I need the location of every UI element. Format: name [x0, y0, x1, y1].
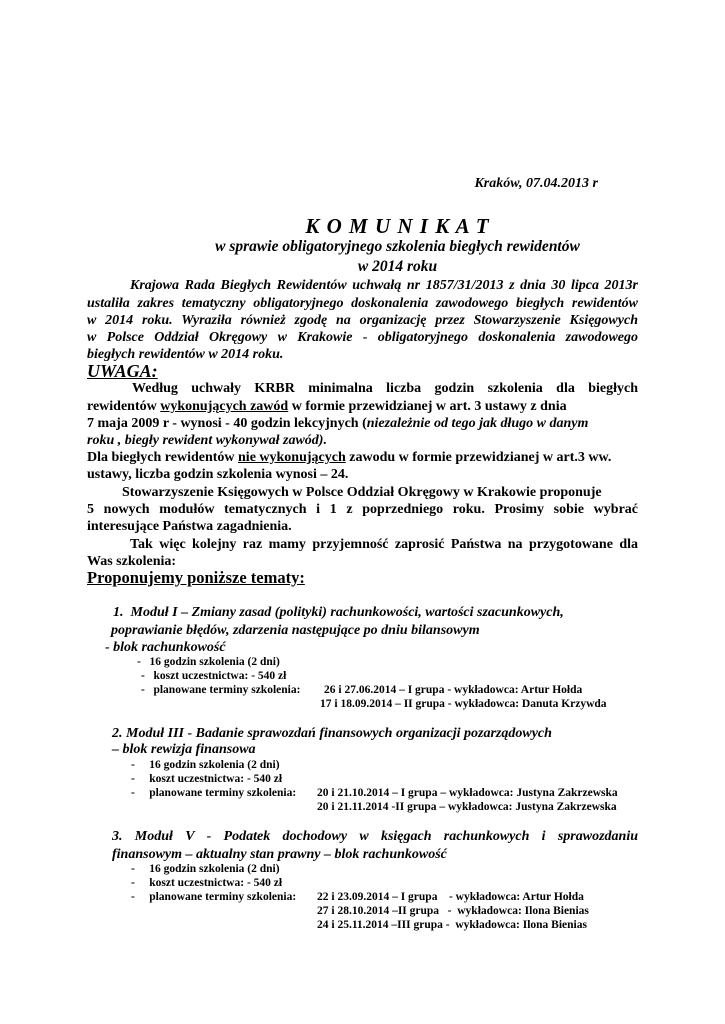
module-1-terms-label: - planowane terminy szkolenia: [141, 684, 301, 696]
uwaga-line: Według uchwały KRBR minimalna liczba godzin szkolenia dla biegłych [132, 381, 638, 396]
module-2-cost: - koszt uczestnictwa: - 540 zł [131, 773, 283, 785]
module-3-title: 3. Moduł V - Podatek dochodowy w księgach rachunkowych i sprawozdaniu [112, 829, 639, 844]
module-1-title-cont: poprawianie błędów, zdarzenia następujące po dniu bilansowym [111, 623, 480, 638]
module-2-hours: - 16 godzin szkolenia (2 dni) [131, 759, 280, 771]
module-2-terms-label: - planowane terminy szkolenia: [131, 787, 297, 799]
uwaga-line: 5 nowych modułów tematycznych i 1 z poprzedniego roku. Prosimy sobie wybrać [87, 502, 638, 517]
uwaga-line: roku , biegły rewident wykonywał zawód). [87, 433, 327, 448]
underlined-text: nie wykonujących [238, 450, 346, 465]
uwaga-line: ustawy, liczba godzin szkolenia wynosi – 24. [87, 467, 349, 482]
module-2-term: 20 i 21.11.2014 -II grupa – wykładowca: Justyna Zakrzewska [317, 801, 617, 813]
intro-line: w 2014 roku. Wyraziła również zgodę na organizację przez Stowarzyszenie Księgowych [87, 313, 638, 328]
document-date: Kraków, 07.04.2013 r [474, 176, 598, 191]
document-subtitle: w sprawie obligatoryjnego szkolenia biegłych rewidentów [215, 238, 580, 255]
module-3-block: finansowym – aktualny stan prawny – blok rachunkowość [112, 847, 447, 862]
module-2-block: – blok rewizja finansowa [112, 742, 256, 757]
module-3-term: 24 i 25.11.2014 –III grupa - wykładowca: Ilona Bienias [317, 919, 587, 931]
intro-line: w Polsce Oddział Okręgowy w Krakowie - obligatoryjnego doskonalenia zawodowego [87, 330, 638, 345]
uwaga-line: Tak więc kolejny raz mamy przyjemność zaprosić Państwa na przygotowane dla [130, 537, 638, 552]
uwaga-line: 7 maja 2009 r - wynosi - 40 godzin lekcyjnych (niezależnie od tego jak długo w danym [87, 416, 589, 431]
module-1-term: 17 i 18.09.2014 – II grupa - wykładowca: Danuta Krzywda [320, 698, 607, 710]
uwaga-line: rewidentów wykonujących zawód w formie przewidzianej w art. 3 ustawy z dnia [87, 399, 567, 414]
module-1-title: 1. Moduł I – Zmiany zasad (polityki) rachunkowości, wartości szacunkowych, [113, 605, 564, 620]
intro-line: Krajowa Rada Biegłych Rewidentów uchwałą nr 1857/31/2013 z dnia 30 lipca 2013r [130, 278, 638, 293]
module-3-term: 27 i 28.10.2014 –II grupa - wykładowca: Ilona Bienias [317, 905, 589, 917]
uwaga-line: interesujące Państwa zagadnienia. [87, 519, 292, 534]
module-1-hours: - 16 godzin szkolenia (2 dni) [137, 656, 280, 668]
module-3-cost: - koszt uczestnictwa: - 540 zł [131, 877, 283, 889]
uwaga-line: Dla biegłych rewidentów nie wykonujących zawodu w formie przewidzianej w art.3 ww. [87, 450, 612, 465]
document-subtitle-year: w 2014 roku [357, 258, 438, 275]
uwaga-heading: UWAGA: [87, 361, 158, 381]
uwaga-line: Was szkolenia: [87, 554, 177, 569]
document-title: K O M U N I K A T [305, 214, 490, 238]
topics-heading: Proponujemy poniższe tematy: [87, 568, 305, 587]
module-3-term: 22 i 23.09.2014 – I grupa - wykładowca: Artur Hołda [317, 891, 584, 903]
module-3-hours: - 16 godzin szkolenia (2 dni) [131, 863, 280, 875]
module-1-block: - blok rachunkowość [105, 640, 226, 655]
intro-line: biegłych rewidentów w 2014 roku. [87, 347, 284, 362]
uwaga-line: Stowarzyszenie Księgowych w Polsce Oddział Okręgowy w Krakowie proponuje [122, 485, 602, 500]
module-2-term: 20 i 21.10.2014 – I grupa – wykładowca: Justyna Zakrzewska [317, 787, 618, 799]
underlined-text: wykonujących zawód [160, 399, 289, 414]
module-2-title: 2. Moduł III - Badanie sprawozdań finansowych organizacji pozarządowych [112, 726, 552, 741]
module-1-cost: - koszt uczestnictwa: - 540 zł [141, 670, 287, 682]
module-1-term: 26 i 27.06.2014 – I grupa - wykładowca: Artur Hołda [324, 684, 583, 696]
module-3-terms-label: - planowane terminy szkolenia: [131, 891, 297, 903]
intro-line: ustaliła zakres tematyczny obligatoryjnego doskonalenia zawodowego biegłych rewidentów [87, 296, 638, 311]
